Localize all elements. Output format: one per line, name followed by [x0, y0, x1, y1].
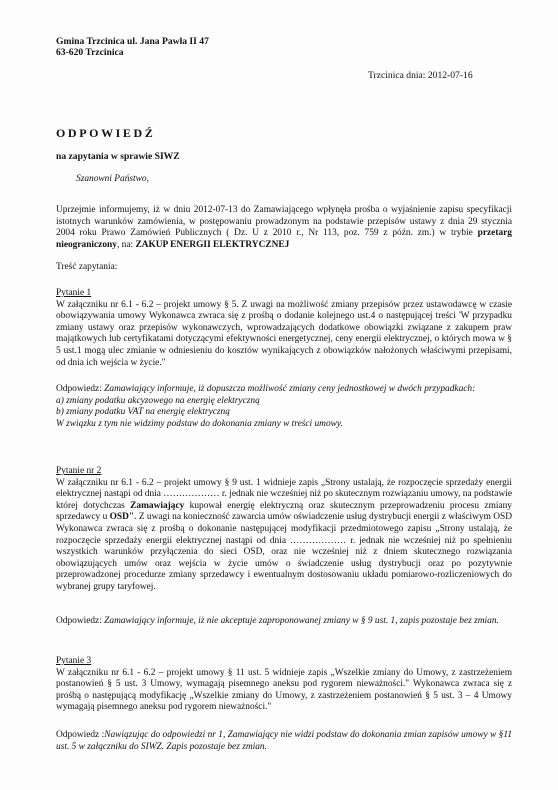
answer-3-label: Odpowiedz : [56, 730, 105, 740]
answer-3 [56, 730, 512, 753]
answer-2-label: Odpowiedz: [56, 616, 105, 626]
question-2-bold-2: OSD" [109, 512, 135, 523]
answer-1 [56, 384, 512, 430]
intro-mode: przetarg nieograniczony [56, 228, 512, 250]
document-date: Trzcinica dnia: 2012-07-16 [368, 70, 473, 81]
answer-1-item-a: a) zmiany podatku akcyzowego na energię elektryczną [56, 395, 260, 406]
question-2 [56, 466, 512, 594]
answer-2 [56, 616, 512, 628]
question-1 [56, 288, 512, 369]
intro-subject: ZAKUP ENERGII ELEKTRYCZNEJ [135, 239, 290, 250]
intro-text-2: , na: [116, 239, 136, 250]
answer-1-item-b: b) zmiany podatku VAT na energię elektryczną [56, 407, 230, 418]
question-2-text [56, 478, 512, 594]
question-2-bold-1: Zamawiający [130, 500, 185, 511]
intro-paragraph [56, 205, 512, 251]
question-3 [56, 656, 512, 714]
question-2-text-3: . Z uwagi na konieczność zawarcia umów oświadczenie usług dystrybucji energii z właściwym OSD Wykonawca zwraca się z prośbą o dokonanie następującej modyfikacji przedmiotowego zapisu „Strony ustalają, że rozpoczęcie sprzedaży energii elektrycznej nastąpi od dnia ……………… r. jednak nie wcześniej niż po spełnieniu wszystkich warunków przyłączenia do sieci OSD, oraz nie wcześniej niż z dniem skutecznego rozwiązania obowiązujących umów oraz wejścia w życie umów o świadczenie usług dystrybucji oraz po pozytywnie przeprowadzonej procedurze zmiany sprzedawcy i ewentualnym dostosowaniu układu pomiarowo-rozliczeniowych do wybranej grupy taryfowej. [56, 512, 513, 592]
answer-3-text: Nawiązując do odpowiedzi nr 1, Zamawiający nie widzi podstaw do dokonania zmian zapisów umowy w §11 ust. 5 w załączniku do SIWZ. Zapis pozostaje bez zmian. [56, 730, 513, 752]
answer-1-conclusion: W związku z tym nie widzimy podstaw do dokonania zmiany w treści umowy. [56, 418, 343, 429]
greeting: Szanowni Państwo, [76, 174, 149, 184]
sender-line-1: Gmina Trzcinica ul. Jana Pawła II 47 [56, 36, 209, 47]
answer-1-label: Odpowiedz: [56, 384, 105, 394]
question-2-text-2: kupował energię elektryczną oraz skutecznym przeprowadzeniu procesu zmiany sprzedawcy u [56, 500, 512, 523]
sender-address [56, 36, 512, 58]
question-1-text: W załączniku nr 6.1 - 6.2 – projekt umowy § 5. Z uwagi na możliwość zmiany przepisów przez ustawodawcę w czasie obowiązywania umowy Wykonawca zwraca się z prośbą o dodanie kolejnego ust.4 o następującej treści 'W przypadku zmiany ustawy oraz przepisów wykonawczych, wprowadzających dodatkowe obowiązki związane z zakupem praw majątkowych lub certyfikatami dotyczącymi efektywności energetycznej, ceny energii elektrycznej, o których mowa w § 5 ust.1 mogą ulec zmianie w odniesieniu do kosztów wynikających z obowiązków nałożonych właściwymi przepisami, od dnia ich wejścia w życie." [56, 299, 512, 368]
intro-text-1: Uprzejmie informujemy, iż w dniu 2012-07-13 do Zamawiającego wpłynęła prośba o wyjaśnienie zapisu specyfikacji istotnych warunków zamówienia, w postępowaniu prowadzonym na podstawie przepisów ustawy z dnia 29 stycznia 2004 roku Prawo Zamówień Publicznych ( Dz. U z 2010 r., Nr 113, poz. 759 z późn. zm.) w trybie [56, 205, 512, 239]
question-3-label: Pytanie 3 [56, 656, 92, 666]
question-2-label: Pytanie nr 2 [56, 466, 102, 476]
questions-label: Treść zapytania: [56, 262, 118, 272]
document-title: ODPOWIEDŹ [56, 126, 156, 140]
answer-1-text: Zamawiający informuje, iż dopuszcza możliwość zmiany ceny jednostkowej w dwóch przypadkach: [104, 384, 476, 394]
question-1-label: Pytanie 1 [56, 288, 92, 298]
sender-line-2: 63-620 Trzcinica [56, 47, 124, 58]
answer-2-text: Zamawiający informuje, iż nie akceptuje zaproponowanej zmiany w § 9 ust. 1, zapis pozostaje bez zmian. [104, 616, 499, 626]
question-2-text-1: W załączniku nr 6.1 - 6.2 – projekt umowy § 9 ust. 1 widnieje zapis „Strony ustalają, że rozpoczęcie sprzedaży energii elektrycznej nastąpi od dnia ……………… r. jednak nie wcześniej niż po skutecznym rozwiązaniu umowy, na podstawie której dotychczas [56, 477, 512, 511]
question-3-text: W załączniku nr 6.1 - 6.2 – projekt umowy § 11 ust. 5 widnieje zapis „Wszelkie zmiany do Umowy, z zastrzeżeniem postanowień § 5 ust. 3 Umowy, wymagają pisemnego aneksu pod rygorem nieważności." Wykonawca zwraca się z prośbą o następującą modyfikację „Wszelkie zmiany do Umowy, z zastrzeżeniem postanowień § 5 ust. 3 – 4 Umowy wymagają pisemnego aneksu pod rygorem nieważności." [56, 667, 512, 713]
document-subtitle: na zapytania w sprawie SIWZ [56, 151, 180, 162]
